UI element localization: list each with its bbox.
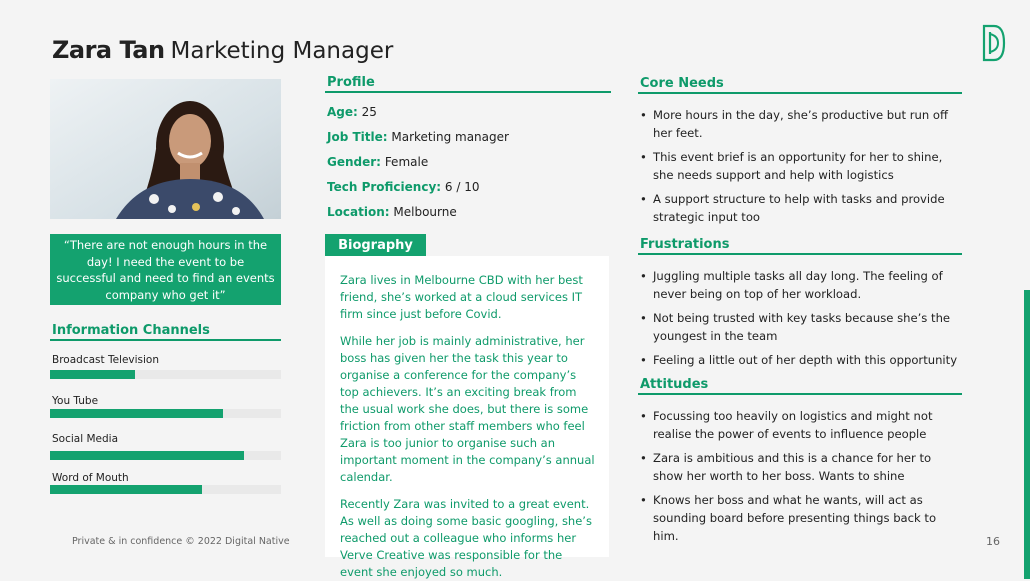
profile-rule bbox=[325, 91, 611, 93]
channel-bar-fill bbox=[50, 370, 135, 379]
frustrations-list bbox=[640, 267, 960, 375]
biography-heading: Biography bbox=[325, 234, 426, 257]
core-needs-list bbox=[640, 106, 960, 232]
channel-bar-track bbox=[50, 370, 281, 379]
persona-name: Zara Tan bbox=[52, 36, 165, 64]
digital-native-logo-icon bbox=[980, 22, 1008, 64]
channel-bar-fill bbox=[50, 451, 244, 460]
profile-location: Location: Melbourne bbox=[327, 205, 457, 219]
profile-heading: Profile bbox=[327, 75, 375, 90]
attitudes-list bbox=[640, 407, 962, 551]
list-item: • Feeling a little out of her depth with this opportunity bbox=[640, 351, 960, 369]
list-item: • A support structure to help with tasks and provide strategic input too bbox=[640, 190, 960, 226]
channel-bar-track bbox=[50, 485, 281, 494]
persona-quote: “There are not enough hours in the day! I need the event to be successful and need to find an events company who get it” bbox=[50, 234, 281, 305]
profile-age: Age: 25 bbox=[327, 105, 377, 119]
list-item: • Knows her boss and what he wants, will act as sounding board before presenting things back to him. bbox=[640, 491, 962, 545]
core-needs-rule bbox=[638, 92, 962, 94]
page-title bbox=[52, 36, 393, 64]
biography-paragraph: Zara lives in Melbourne CBD with her best friend, she’s worked at a cloud services IT firm since just before Covid. bbox=[340, 273, 583, 321]
attitudes-rule bbox=[638, 393, 962, 395]
channel-bar-fill bbox=[50, 485, 202, 494]
profile-tech-proficiency: Tech Proficiency: 6 / 10 bbox=[327, 180, 480, 194]
persona-role: Marketing Manager bbox=[170, 38, 394, 64]
channel-bar-fill bbox=[50, 409, 223, 418]
channels-rule bbox=[50, 339, 281, 341]
biography-paragraph: Recently Zara was invited to a great event. As well as doing some basic googling, she’s reached out a colleague who informs her Verve Creative was responsible for the event she enjoyed so much. bbox=[340, 497, 592, 579]
profile-job-title: Job Title: Marketing manager bbox=[327, 130, 509, 144]
frustrations-heading: Frustrations bbox=[640, 237, 730, 252]
frustrations-rule bbox=[638, 253, 962, 255]
channel-label: Word of Mouth bbox=[52, 472, 129, 484]
channel-label: Social Media bbox=[52, 433, 119, 445]
channel-label: You Tube bbox=[52, 395, 99, 407]
page-number: 16 bbox=[986, 535, 1000, 548]
channels-heading: Information Channels bbox=[52, 323, 210, 338]
channel-label: Broadcast Television bbox=[52, 354, 160, 366]
biography-paragraph: While her job is mainly administrative, her boss has given her the task this year to organise a conference for the company’s top achievers. It’s an exciting break from the usual work she does, but there is some friction from other staff members who feel Zara is too junior to organise such an important moment in the company’s annual calendar. bbox=[340, 334, 595, 484]
biography-panel bbox=[325, 256, 609, 579]
channel-bar-track bbox=[50, 409, 281, 418]
list-item: • More hours in the day, she’s productive but run off her feet. bbox=[640, 106, 960, 142]
core-needs-heading: Core Needs bbox=[640, 76, 724, 91]
edge-accent-bar bbox=[1024, 290, 1030, 579]
profile-gender: Gender: Female bbox=[327, 155, 429, 169]
list-item: • Not being trusted with key tasks because she’s the youngest in the team bbox=[640, 309, 960, 345]
list-item: • Zara is ambitious and this is a chance for her to show her worth to her boss. Wants to shine bbox=[640, 449, 962, 485]
list-item: • Juggling multiple tasks all day long. The feeling of never being on top of her workload. bbox=[640, 267, 960, 303]
persona-photo bbox=[50, 79, 281, 219]
channel-bar-track bbox=[50, 451, 281, 460]
list-item: • This event brief is an opportunity for her to shine, she needs support and help with logistics bbox=[640, 148, 960, 184]
list-item: • Focussing too heavily on logistics and might not realise the power of events to influence people bbox=[640, 407, 962, 443]
attitudes-heading: Attitudes bbox=[640, 377, 709, 392]
footer-text: Private & in confidence © 2022 Digital Native bbox=[72, 536, 290, 547]
